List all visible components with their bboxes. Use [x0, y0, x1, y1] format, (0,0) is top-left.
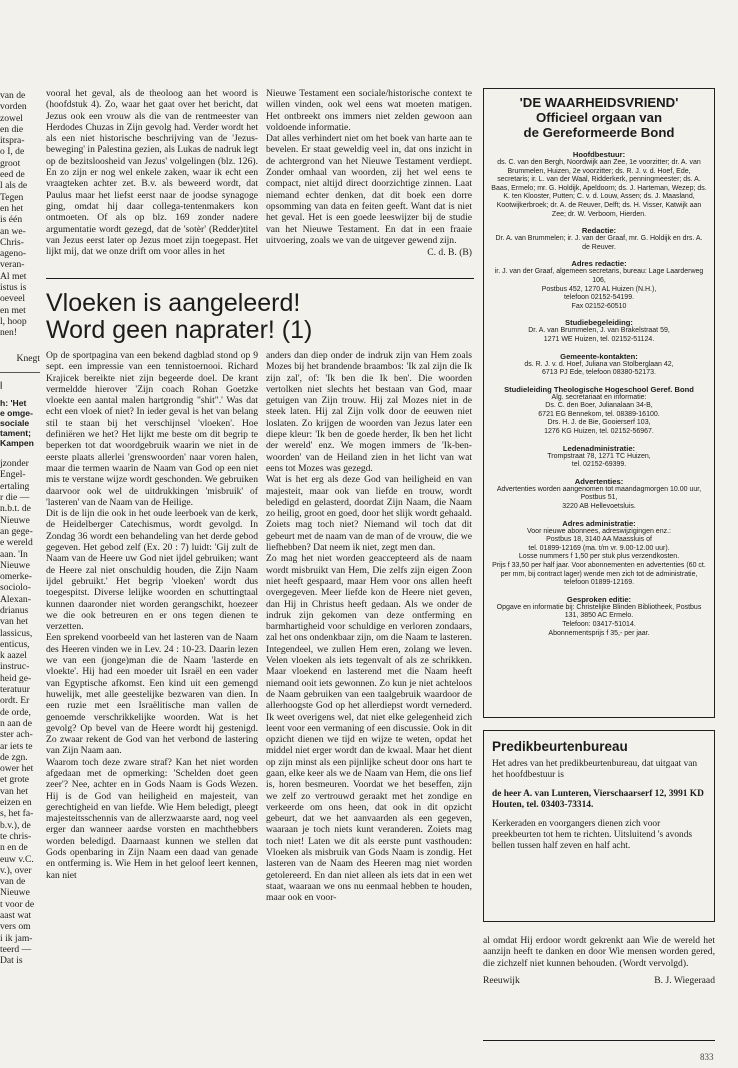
colophon-section-heading: Redactie:: [581, 226, 617, 236]
colophon-section-heading: Adres administratie:: [562, 518, 636, 528]
text-fragment: b.v.), de: [0, 819, 31, 831]
colophon-section-line: Drs. H. J. de Bie, Gooierserf 103,: [547, 419, 651, 427]
text-fragment: an we-: [0, 225, 26, 237]
text-fragment: Nieuwe: [0, 887, 30, 899]
text-fragment: teratuur: [0, 684, 30, 696]
text-fragment: van het: [0, 785, 28, 797]
text-fragment: de zgn.: [0, 751, 28, 763]
divider: [0, 372, 40, 373]
colophon-section-line: Postbus 452, 1270 AL Huizen (N.H.),: [541, 285, 657, 293]
text-fragment: aast wat: [0, 910, 32, 921]
text-fragment: en het: [0, 202, 24, 214]
colophon-section-heading: Gemeente-kontakten:: [560, 351, 638, 361]
text-fragment: v.), over: [0, 864, 32, 876]
predikbeurtenbureau-note: Kerkeraden en voorgangers dienen zich voor preekbeurten tot hem te richten. Uitsluitend 's avonds bellen tussen half zeven en half acht.: [492, 819, 693, 851]
text-fragment: omerke-: [0, 571, 32, 583]
text-fragment: en met: [0, 304, 26, 316]
text-fragment: de orde,: [0, 706, 31, 718]
text-fragment: lassicus,: [0, 627, 33, 639]
colophon-section-line: tel. 01899-12169 (ma. t/m vr. 9.00-12.00 uur).: [528, 544, 670, 552]
page-number: 833: [700, 1052, 714, 1062]
article-col3: [483, 935, 715, 986]
predikbeurtenbureau-address: de heer A. van Lunteren, Vierschaarserf 12, 3991 KD Houten, tel. 03403-73314.: [492, 789, 704, 810]
paragraph: anders dan diep onder de indruk zijn van Hem zoals Mozes bij het brandende braambos: 'Ik zal zijn die Ik zijn zal', of: 'Ik ben die Ik ben'. Die woorden vertolken niet slechts het bestaan van God, maar getuigen van Zijn trouw. Hij zal Mozes niet in de steek laten. Hij zal Zijn volk door de eeuwen niet loslaten. Zo krijgen de woorden van Jezus later een diepe kleur: 'Ik ben de goede herder, Ik ben het licht der wereld' enz. We mogen immers de 'Ik-ben-woorden' van de Heiland zien in het licht van wat eens tot Mozes was gezegd.: [266, 350, 472, 474]
text-fragment: Al met: [0, 270, 27, 282]
colophon-section-heading: Adres redactie:: [571, 259, 627, 269]
text-fragment: te chris-: [0, 830, 32, 842]
small-heading-fragment: l: [0, 379, 3, 392]
colophon-section-heading: Ledenadministratie:: [562, 443, 636, 453]
prev-article-col2: [266, 88, 472, 258]
article-place: Reeuwijk: [483, 974, 520, 986]
text-fragment: Dat is: [0, 955, 23, 967]
paragraph: Dat alles verhindert niet om het boek van harte aan te bevelen. Er staat geweldig veel in, dat ons inzicht in de achtergrond van het Nieuwe Testament verdiept. Zonder omhaal van woorden, zij het wel eens te compact, niet altijd direct doorzichtige zinnen. Laat niemand echter denken, dat dit boek een dorre opsomming van data en feiten geeft. Want dat is niet het geval. Het is een goede leeswijzer bij de studie van het Nieuwe Testament. En dat in een fraaie uitvoering, zoals we van de uitgever gewend zijn.: [266, 133, 472, 246]
colophon-section-line: Postbus 18, 3140 AA Maassluis of: [546, 536, 652, 544]
article-ending: al omdat Hij erdoor wordt gekrenkt aan Wie de wereld het aanzijn heeft te danken en door Wie mensen worden gered, die zichzelf niet kunnen behouden. (Wordt vervolgd).: [483, 935, 715, 969]
colophon-section-line: Ds. C. den Boer, Julianalaan 34-B,: [545, 402, 653, 410]
text-fragment: ster ach-: [0, 729, 33, 741]
headline-line-2: Word geen naprater! (1): [46, 316, 313, 344]
left-cutoff-column: [0, 90, 40, 1050]
colophon-title-line1: 'DE WAARHEIDSVRIEND': [519, 95, 679, 110]
text-fragment: tament;: [0, 428, 32, 439]
predikbeurtenbureau-box: [483, 730, 715, 922]
colophon-section-line: Voor nieuwe abonnees, adreswijzigingen enz.:: [527, 527, 671, 535]
text-fragment: l als de: [0, 180, 28, 192]
colophon-section-heading: Hoofdbestuur:: [572, 150, 626, 159]
text-fragment: itspra-: [0, 135, 25, 147]
text-fragment: instruc-: [0, 661, 30, 673]
text-fragment: van het: [0, 616, 28, 628]
section-divider: [46, 278, 474, 279]
text-fragment: veran-: [0, 259, 25, 271]
paragraph: Wat is het erg als deze God van heiligheid en van majesteit, maar ook van liefde en trouw, wordt beledigd en gelasterd, doordat Zijn Naam, die Naam zo heilig, groot en goed, door het slijk wordt gehaald. Zoiets mag toch niet? Niemand wil toch dat dit gebeurt met de naam van de man of de vrouw, die we liefhebben? Dat neem ik niet, zegt men dan.: [266, 474, 472, 554]
colophon-section-line: 1276 KG Huizen, tel. 02152-56967.: [544, 428, 654, 436]
text-fragment: is één: [0, 214, 23, 226]
text-fragment: zowel: [0, 112, 23, 124]
text-fragment: van de: [0, 876, 26, 888]
text-fragment: vers om: [0, 921, 31, 933]
text-fragment: drianus: [0, 604, 29, 616]
text-fragment: Alexan-: [0, 593, 31, 605]
text-fragment: h: 'Het: [0, 398, 27, 409]
text-fragment: sociale: [0, 418, 30, 429]
colophon-title-line2: Officieel orgaan van: [535, 110, 663, 125]
text-fragment: e omge-: [0, 408, 33, 419]
text-fragment: i ik jam-: [0, 932, 33, 944]
text-fragment: eizen en: [0, 797, 32, 809]
colophon-section-line: Telefoon: 03417-51014.: [562, 620, 636, 628]
article-col1: [46, 350, 258, 1050]
text-fragment: istus is: [0, 282, 27, 294]
colophon-section-line: Dr. A. van Brummelen, J. van Brakelstraat 59,: [528, 327, 670, 335]
text-fragment: Chris-: [0, 236, 24, 248]
article-col2: [266, 350, 472, 1050]
colophon-section-line: ir. J. van der Graaf, algemeen secretaris, bureau: Lage Laarderweg 106,: [494, 268, 704, 284]
colophon-section-heading: Studiebegeleiding:: [565, 318, 633, 328]
prev-article-signature: C. d. B. (B): [427, 247, 472, 259]
text-fragment: t voor de: [0, 898, 35, 910]
text-fragment: ageno-: [0, 248, 27, 260]
colophon-section-line: tel. 02152-69399.: [571, 461, 627, 469]
text-fragment: nen!: [0, 327, 18, 339]
text-fragment: jzonder: [0, 458, 29, 470]
text-fragment: Tegen: [0, 191, 24, 203]
text-fragment: n.b.t. de: [0, 503, 31, 515]
text-fragment: heid ge-: [0, 672, 32, 684]
colophon-section-heading: Studieleiding Theologische Hogeschool Geref. Bond: [504, 384, 694, 394]
text-fragment: van de: [0, 90, 26, 101]
colophon-section-line: Fax 02152-60510: [571, 302, 627, 310]
colophon-box: [483, 88, 715, 718]
colophon-section-heading: Gesproken editie:: [566, 594, 632, 604]
text-fragment: enticus,: [0, 638, 30, 650]
colophon-section-line: 6721 EG Bennekom, tel. 08389-16100.: [538, 410, 660, 418]
colophon-section-line: 1271 WE Huizen, tel. 02152-51124.: [543, 335, 655, 343]
paragraph: Waarom toch deze zware straf? Kan het niet worden afgedaan met de opmerking: 'Schelden doet geen zeer'? Nee, achter en in Gods Naam is Gods Wezen. Hij is de God van heiligheid en majesteit, van gerechtigheid en van liefde. Wie Hem beledigt, pleegt majesteitsschennis van de allerzwaarste aard, nog veel erger dan wanneer aardse vorsten en machthebbers worden beledigd. Daarnaast kunnen we stellen dat Gods openbaring in Zijn Naam een daad van genade en ontferming is. Wie Hem in het geloof leert kennen, kan niet: [46, 756, 258, 881]
colophon-section-heading: Advertenties:: [574, 476, 624, 486]
colophon-section-line: Alg. secretariaat en informatie:: [551, 393, 647, 401]
text-fragment: l, hoop: [0, 315, 27, 327]
text-fragment: oeveel: [0, 293, 26, 305]
text-fragment: Engel-: [0, 469, 26, 481]
paragraph: vooral het geval, als de theoloog aan het woord is (hoofdstuk 4). Zo, waar het gaat over het bericht, dat Jezus ook een vrouw als die van de rentmeester van Herdodes Chuzas in Zijn gevolg had. Verder wordt het als een niet historische beschrijving van de 'Jezus-beweging' in Palestina gezien, als Lukas de nadruk legt op de bezitsloosheid van Jezus' volgelingen (blz. 126). En zo zijn er nog wel enkele zaken, waar ik echt een vraagteken achter zet. B.v. als beweerd wordt, dat Paulus maar het liefst eerst naar de joodse synagoge ging, omdat hij daar collega-tentenmakers kon ontmoeten. Of als op blz. 169 zonder nadere argumentatie wordt gezegd, dat de 'sotèr' (Redder)titel van Jezus eerst later op Jezus moet zijn toegepast. Het lijkt mij, dat we onze drift om voor alles in het: [46, 88, 258, 258]
colophon-section-line: Advertenties worden aangenomen tot maandagmorgen 10.00 uur, Postbus 51,: [496, 485, 702, 502]
text-fragment: ar iets te: [0, 740, 33, 752]
predikbeurtenbureau-intro: Het adres van het predikbeurtenbureau, dat uitgaat van het hoofdbestuur is: [492, 759, 698, 780]
text-fragment: n en de: [0, 842, 28, 854]
colophon-section-line: Abonnementsprijs f 35,- per jaar.: [548, 629, 650, 637]
colophon-section-line: telefoon 01899-12169.: [563, 579, 635, 587]
colophon-section-line: ds. C. van den Bergh, Noordwijk aan Zee, 1e voorzitter; dr. A. van Brummelen, Huizen, 2e voorzitter; ds. R. J. v. d. Hoef, Ede, secretaris; ir. L. van der Waal, Ridderkerk, penningmeester; ds. A. Baas, Ermelo; mr. G. Holdijk, Apeldoorn; ds. J. Harteman, Wezep; ds. K. ten Klooster, Putten; C. v. d. Louw, Assen; ds. J. Maasland, Kootwijkerbroek; dr. A. de Reuver, Delft; ds. H. Visser, Katwijk aan Zee; dr. W. Verboom, Hierden.: [491, 159, 707, 218]
colophon-section-line: telefoon 02152-54199.: [563, 294, 635, 302]
prev-article-col1: [46, 88, 258, 257]
text-fragment: n aan de: [0, 717, 32, 729]
paragraph: Dit is de lijn die ook in het oude leerboek van de kerk, de Heidelberger Catechismus, wordt gevolgd. In Zondag 36 wordt een behandeling van het derde gebod gegeven. Het gebod zelf (Ex. 20 : 7) luidt: 'Gij zult de Naam van de Heere uw God niet ijdel gebruiken; want de Heere zal niet onschuldig houden, die Zijn Naam ijdel gebruikt.' Het begrip 'vloeken' wordt dus toegespitst. Diverse lelijke woorden en schuttingtaal kunnen daaronder niet worden gerangschikt, hoezeer we die ook betreuren en er ons tegen dienen te verzetten.: [46, 508, 258, 633]
text-fragment: ordt. Er: [0, 695, 30, 707]
article-headline: [46, 290, 476, 344]
text-fragment: an gege-: [0, 525, 33, 537]
text-fragment: Nieuwe: [0, 514, 30, 526]
colophon-title-line3: de Gereformeerde Bond: [523, 125, 675, 140]
text-fragment: ertaling: [0, 480, 30, 492]
text-fragment: Nieuwe: [0, 559, 30, 571]
article-author: B. J. Wiegeraad: [654, 974, 715, 986]
paragraph: Zo mag het niet worden geaccepteerd als de naam wordt misbruikt van Hem, Die zelfs zijn eigen Zoon niet heeft gespaard, maar Hem voor ons allen heeft overgegeven. Meer liefde kon de Heere niet geven, dan Hij in Christus heeft gedaan. Als we onder de indruk zijn gekomen van deze ontferming en barmhartigheid voor schuldige en verloren zondaars, zal het ons ondenkbaar zijn, om die Naam te lasteren. Integendeel, we zullen Hem eren, zolang we leven. Velen vloeken als iets tegenvalt of als ze schrikken. Maar vloekend en lasterend met die Naam heeft niemand ooit iets gewonnen. Zo kun je niet achteloos de Naam gebruiken van een taalgebruik waardoor de allerhoogste God op het allerdiepst wordt vernederd. Ik weet overigens wel, dat niet elke gelegenheid zich leent voor een vermaning of een discussie. Ook in dit opzicht dienen we tijd en wijze te weten, opdat het middel niet erger wordt dan de kwaal. Maar het dient op zijn minst als een pijnlijke scheut door ons hart te gaan, elke keer als we de Naam van Hem, die ons lief is, horen besmeuren. Voordat we het beseffen, zijn we zelf zo vertrouwd geraakt met het zondige en verkeerde om ons heen, dat ook in dit opzicht gebeurt, dat we het aanvaarden als een gegeven, waaraan je toch niets kunt veranderen. Zoiets mag toch niet! Laten we dit als eerste punt vasthouden: Vloeken als misbruik van Gods Naam is zondig. Het lasteren van de Naam des Heeren mag niet worden getolereerd. En dan niet alleen als iets dat in een wet staat, waaraan we ons nu eenmaal hebben te houden, maar ook en voor-: [266, 553, 472, 904]
text-fragment: o I, de: [0, 146, 25, 158]
text-fragment: s, het fa-: [0, 808, 34, 820]
colophon-section-line: ds. R. J. v. d. Hoef, Juliana van Stolberglaan 42,: [524, 360, 674, 368]
text-fragment: e wereld: [0, 537, 33, 549]
bottom-rule: [483, 1040, 715, 1041]
paragraph: Een sprekend voorbeeld van het lasteren van de Naam des Heeren vinden we in Lev. 24 : 10-23. Daarin lezen we van een (jonge)man die de Naam 'lasterde en vloekte'. Hij had een moeder uit Israël en een vader van Egyptische afkomst. Een kind uit een gemengd huwelijk, met alle geestelijke bezwaren van dien. In een ruzie met een Israëlitische man vallen de genoemde verschrikkelijke woorden. Wat is het gevolg? Op bevel van de Heere wordt hij gestenigd. Zo zwaar rekent de God van het verbond de lastering van Zijn Naam aan.: [46, 632, 258, 757]
colophon-section-line: 6713 PJ Ede, telefoon 08380-52173.: [541, 369, 657, 377]
colophon-section-line: Losse nummers f 1,50 per stuk plus verzendkosten.: [518, 553, 680, 561]
text-fragment: sociolo-: [0, 582, 31, 594]
text-fragment: ower het: [0, 763, 34, 775]
previous-author: Knegt: [16, 352, 40, 364]
colophon-section-line: Opgave en informatie bij: Christelijke Blinden Bibliotheek, Postbus 131, 3850 AC Ermelo.: [496, 603, 702, 620]
text-fragment: r die —: [0, 492, 30, 504]
colophon-section-line: Trompstraat 78, 1271 TC Huizen,: [547, 452, 651, 460]
colophon-section-line: Prijs f 33,50 per half jaar. Voor abonnementen en advertenties (60 ct. per mm, bij contract lager) wende men zich tot de administratie,: [492, 562, 706, 578]
text-fragment: en die: [0, 123, 24, 135]
text-fragment: vorden: [0, 101, 27, 113]
headline-line-1: Vloeken is aangeleerd!: [46, 289, 301, 317]
colophon-section-line: 3220 AB Hellevoetsluis.: [562, 503, 636, 511]
text-fragment: euw v.C.: [0, 853, 34, 865]
paragraph: Nieuwe Testament een sociale/historische context te willen vinden, ook wel eens wat moeten matigen. Het ontbreekt ons immers niet zelden gewoon aan voldoende informatie.: [266, 88, 472, 133]
colophon-section-line: Dr. A. van Brummelen; ir. J. van der Graaf, mr. G. Holdijk en drs. A. de Reuver.: [495, 235, 703, 251]
text-fragment: k aazel: [0, 650, 27, 662]
text-fragment: aan. 'In: [0, 548, 28, 560]
text-fragment: teerd —: [0, 943, 32, 955]
paragraph: Op de sportpagina van een bekend dagblad stond op 9 sept. een impressie van een tennistoernooi. Richard Krajicek bereikte niet zijn begeerde doel. De krant vermeldde hierover 'Zijn coach Rohan Goetzke vloekte een aantal malen hartgrondig "shit".' Was dat echt een vloek of niet? In ieder geval is het van belang stil te staan bij het verschijnsel 'vloeken'. Hoe definiëren we het? Het lijkt me beste om dit begrip te beperken tot dat woordgebruik waarin we niet in de eerste plaats allerlei 'grenswoorden' naar voren halen, maar die termen waarin de Naam van God op een niet mis te verstane wijze wordt geschonden. We gebruiken daarvoor ook wel de uitdrukkingen 'misbruik' of 'lasteren' van de Naam van de Heilige.: [46, 350, 258, 508]
text-fragment: Kampen: [0, 438, 34, 449]
colophon-title: [491, 95, 707, 140]
article-signature-row: [483, 975, 715, 986]
predikbeurtenbureau-title: Predikbeurtenbureau: [492, 739, 628, 754]
text-fragment: et grote: [0, 774, 30, 786]
text-fragment: eed de: [0, 169, 25, 181]
text-fragment: groot: [0, 157, 21, 169]
